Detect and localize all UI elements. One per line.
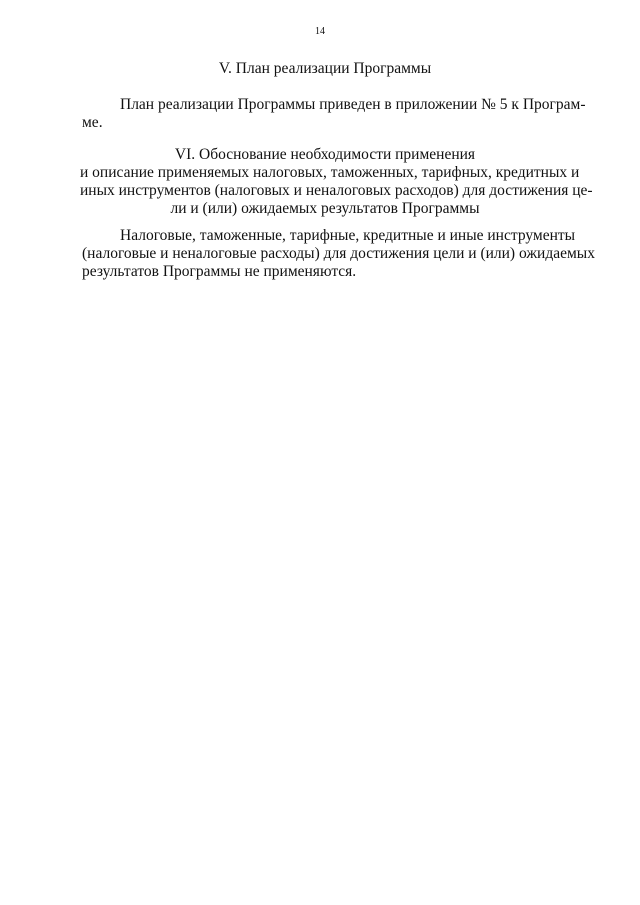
paragraph-line: План реализации Программы приведен в приложении № 5 к Програм- — [120, 96, 586, 113]
section-6-title-line: и описание применяемых налоговых, таможенных, тарифных, кредитных и — [80, 164, 580, 181]
paragraph-line: Налоговые, таможенные, тарифные, кредитные и иные инструменты — [120, 227, 576, 244]
page-number: 14 — [315, 26, 325, 37]
paragraph-line: (налоговые и неналоговые расходы) для достижения цели и (или) ожидаемых — [82, 245, 595, 262]
section-6-title — [80, 146, 593, 218]
section-6-title-line: VI. Обоснование необходимости применения — [174, 146, 476, 163]
section-6-title-line: иных инструментов (налоговых и неналоговых расходов) для достижения це- — [80, 182, 593, 199]
paragraph-line: ме. — [82, 114, 103, 131]
section-5-title: V. План реализации Программы — [218, 60, 432, 77]
section-6-paragraph — [82, 227, 595, 281]
paragraph-line: результатов Программы не применяются. — [82, 263, 357, 280]
section-5-paragraph — [82, 96, 586, 132]
section-6-title-line: ли и (или) ожидаемых результатов Программы — [170, 200, 480, 217]
